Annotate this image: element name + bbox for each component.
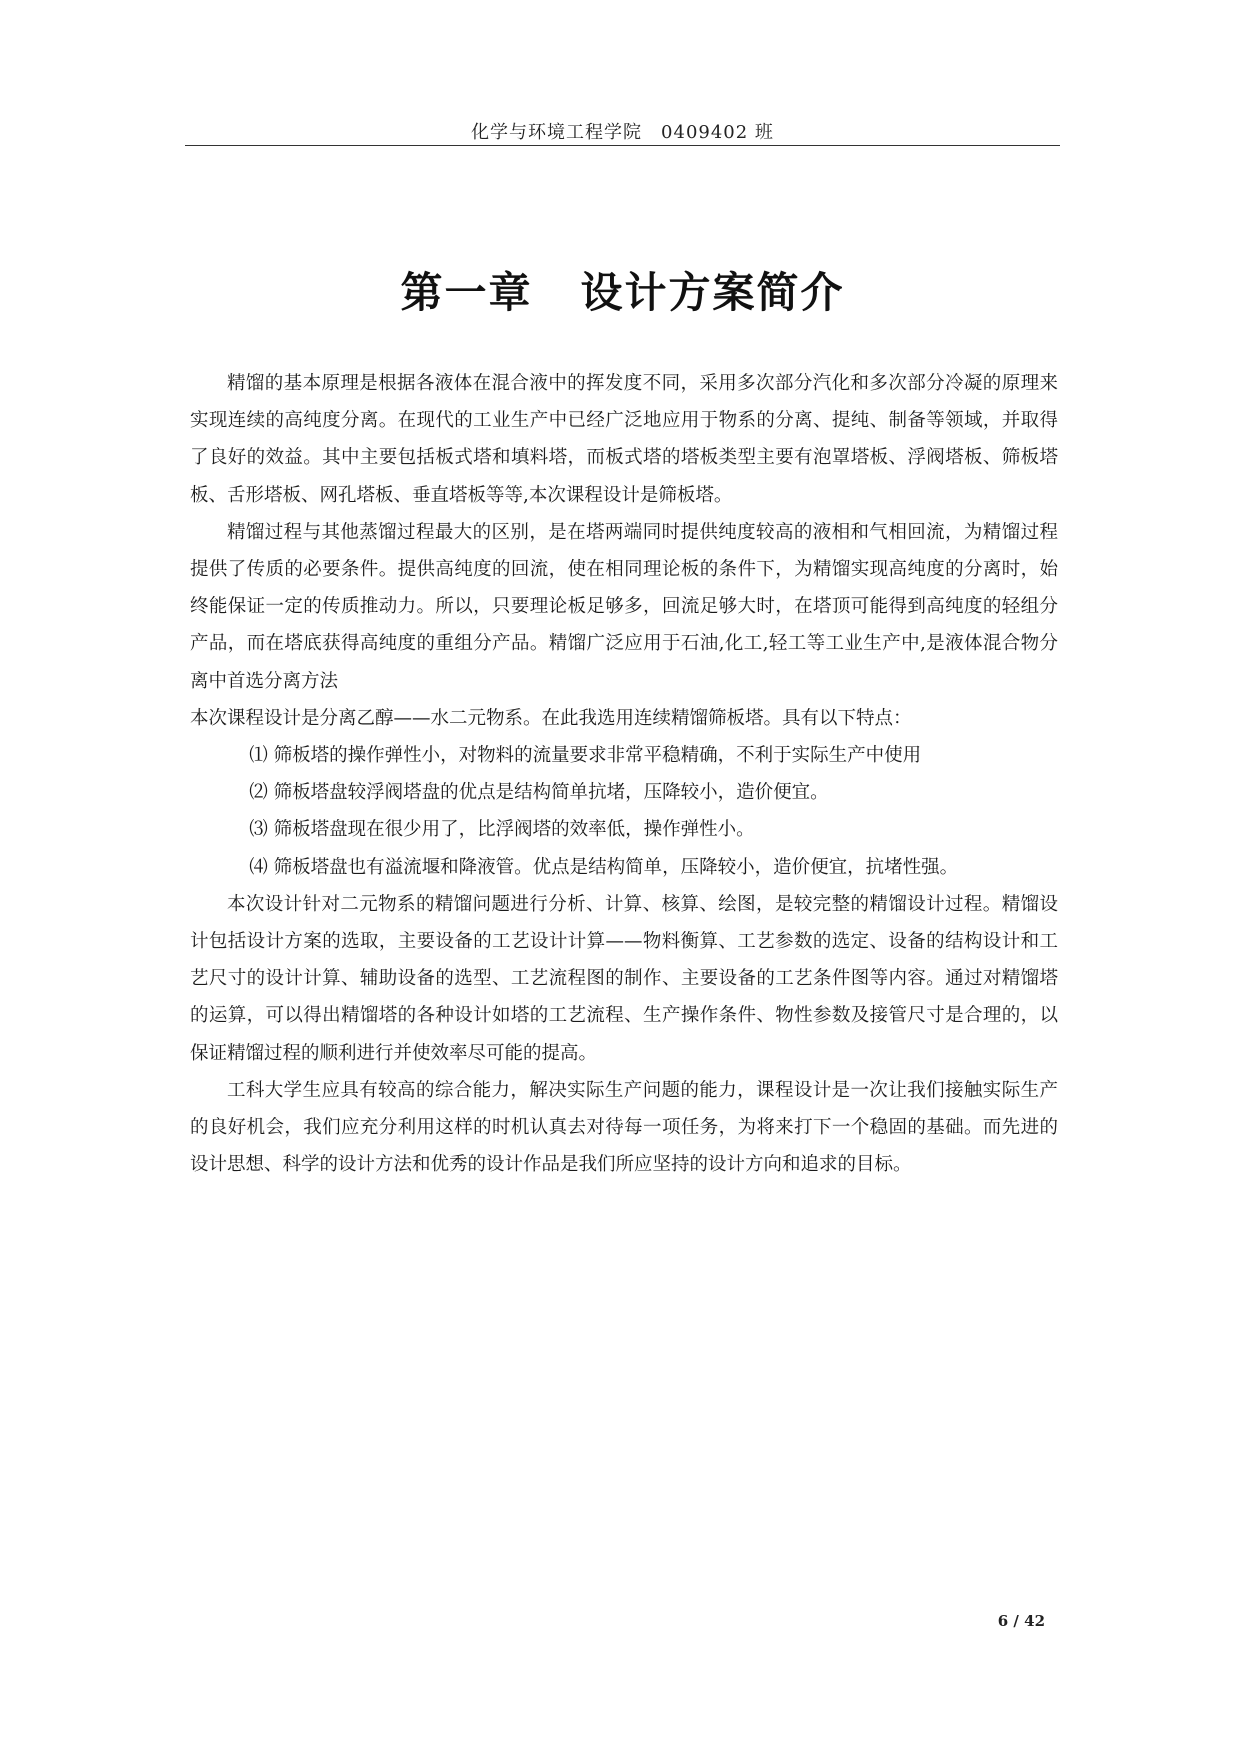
- chapter-name: 设计方案简介: [580, 268, 845, 317]
- page-number: 6 / 42: [997, 1612, 1045, 1630]
- feature-item-1: ⑴ 筛板塔的操作弹性小，对物料的流量要求非常平稳精确，不利于实际生产中使用: [249, 745, 922, 767]
- paragraph-design-scope: 本次课程设计是分离乙醇——水二元物系。在此我选用连续精馏筛板塔。具有以下特点：: [190, 707, 912, 729]
- paragraph-design-content: 本次设计针对二元物系的精馏问题进行分析、计算、核算、绘图，是较完整的精馏设计过程。精馏设计包括设计方案的选取，主要设备的工艺设计计算——物料衡算、工艺参数的选定、设备的结构设计和工艺尺寸的设计计算、辅助设备的选型、工艺流程图的制作、主要设备的工艺条件图等内容。通过对精馏塔的运算，可以得出精馏塔的各种设计如塔的工艺流程、生产操作条件、物性参数及接管尺寸是合理的，以保证精馏过程的顺利进行并使效率尽可能的提高。: [190, 893, 1058, 1064]
- feature-item-3: ⑶ 筛板塔盘现在很少用了，比浮阀塔的效率低，操作弹性小。: [249, 819, 755, 841]
- body-text: [190, 365, 1058, 1183]
- paragraph-distillation-difference: 精馏过程与其他蒸馏过程最大的区别，是在塔两端同时提供纯度较高的液相和气相回流，为精馏过程提供了传质的必要条件。提供高纯度的回流，使在相同理论板的条件下，为精馏实现高纯度的分离时，始终能保证一定的传质推动力。所以，只要理论板足够多，回流足够大时，在塔顶可能得到高纯度的轻组分产品，而在塔底获得高纯度的重组分产品。精馏广泛应用于石油,化工,轻工等工业生产中,是液体混合物分离中首选分离方法: [190, 521, 1058, 692]
- feature-item-2: ⑵ 筛板塔盘较浮阀塔盘的优点是结构简单抗堵，压降较小，造价便宜。: [249, 782, 829, 804]
- feature-item-4: ⑷ 筛板塔盘也有溢流堰和降液管。优点是结构简单，压降较小，造价便宜，抗堵性强。: [249, 856, 959, 878]
- running-header: 化学与环境工程学院 0409402 班: [471, 122, 774, 143]
- paragraph-design-goal: 工科大学生应具有较高的综合能力，解决实际生产问题的能力，课程设计是一次让我们接触实际生产的良好机会，我们应充分利用这样的时机认真去对待每一项任务，为将来打下一个稳固的基础。而先进的设计思想、科学的设计方法和优秀的设计作品是我们所应坚持的设计方向和追求的目标。: [190, 1079, 1058, 1176]
- header-divider: [185, 145, 1060, 146]
- chapter-number: 第一章: [400, 268, 533, 317]
- chapter-title: [185, 260, 1060, 320]
- paragraph-distillation-principle: 精馏的基本原理是根据各液体在混合液中的挥发度不同，采用多次部分汽化和多次部分冷凝的原理来实现连续的高纯度分离。在现代的工业生产中已经广泛地应用于物系的分离、提纯、制备等领域，并取得了良好的效益。其中主要包括板式塔和填料塔，而板式塔的塔板类型主要有泡罩塔板、浮阀塔板、筛板塔板、舌形塔板、网孔塔板、垂直塔板等等,本次课程设计是筛板塔。: [190, 373, 1058, 506]
